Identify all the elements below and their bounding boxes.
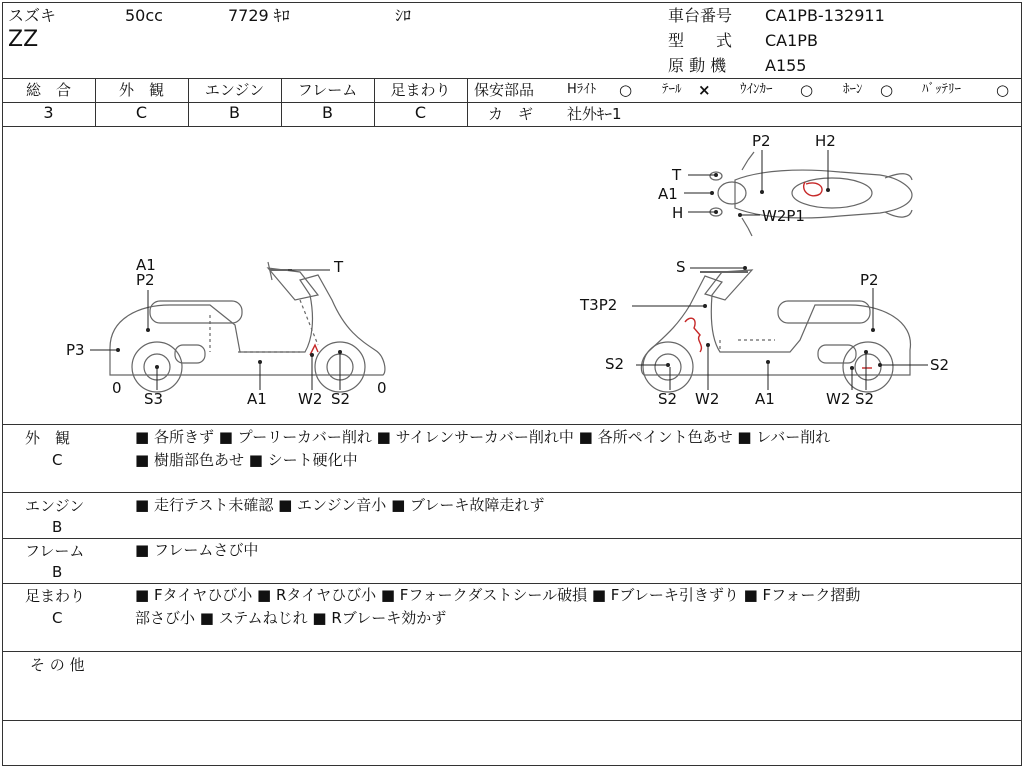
grade-suspension-label: 足まわり — [390, 81, 451, 99]
safety-horn-mark: ○ — [880, 81, 894, 99]
damage-diagram — [0, 127, 1024, 424]
divider — [2, 492, 1021, 493]
label-a1-left: A1 — [136, 256, 156, 274]
maker: スズキ — [8, 6, 57, 25]
note-engine-line: ■ 走行テスト未確認 ■ エンジン音小 ■ ブレーキ故障走れず — [135, 496, 545, 514]
damage-mark — [804, 182, 822, 196]
divider — [2, 720, 1021, 721]
safety-winker-mark: ○ — [800, 81, 814, 99]
safety-horn-label: ﾎｰﾝ — [843, 82, 863, 97]
safety-winker-label: ｳｲﾝｶｰ — [740, 82, 773, 97]
note-frame-grade: B — [52, 563, 63, 581]
safety-battery-mark: ○ — [996, 81, 1010, 99]
label-s2-left: S2 — [331, 390, 351, 408]
label-s2-rear-bottom: S2 — [855, 390, 875, 408]
divider — [2, 78, 1021, 79]
label-p2-right: P2 — [860, 271, 879, 289]
mileage: 7729 ｷﾛ — [228, 6, 290, 25]
label-p2-top: P2 — [752, 132, 771, 150]
note-frame-line: ■ フレームさび中 — [135, 541, 259, 559]
label-t-top: T — [672, 166, 682, 184]
model-name: ZZ — [8, 27, 39, 52]
safety-headlight-mark: ○ — [619, 81, 633, 99]
engine-value: A155 — [765, 56, 807, 75]
note-suspension-category: 足まわり — [25, 587, 86, 605]
note-exterior-line: ■ 各所きず ■ プーリーカバー削れ ■ サイレンサーカバー削れ中 ■ 各所ペイント色あせ ■ レバー削れ — [135, 428, 831, 446]
label-zero-right: 0 — [377, 379, 387, 397]
note-frame-category: フレーム — [25, 542, 85, 560]
key-value: 社外ｷｰ1 — [567, 105, 622, 123]
grade-frame-value: B — [322, 103, 333, 122]
label-h: H — [672, 204, 684, 222]
label-t-left: T — [334, 258, 344, 276]
scooter-top-view — [710, 152, 912, 236]
label-a1-bottom-left: A1 — [247, 390, 267, 408]
label-w2-left: W2 — [298, 390, 323, 408]
safety-tail-label: ﾃｰﾙ — [662, 82, 682, 97]
label-p3: P3 — [66, 341, 85, 359]
grade-engine-value: B — [229, 103, 240, 122]
type-value: CA1PB — [765, 31, 818, 50]
grade-suspension-value: C — [414, 103, 427, 122]
damage-mark — [685, 318, 701, 352]
label-s2-front: S2 — [605, 355, 625, 373]
grade-overall-label: 総 合 — [25, 81, 71, 99]
label-a1-top: A1 — [658, 185, 678, 203]
safety-battery-label: ﾊﾞｯﾃﾘｰ — [922, 82, 961, 97]
grade-engine-label: エンジン — [204, 81, 265, 99]
note-exterior-grade: C — [52, 451, 63, 469]
divider — [2, 651, 1021, 652]
label-t3p2: T3P2 — [580, 296, 618, 314]
label-w2p1: W2P1 — [762, 207, 805, 225]
note-suspension-grade: C — [52, 609, 63, 627]
safety-headlight-label: Hﾗｲﾄ — [567, 82, 597, 97]
label-s2-rear: S2 — [930, 356, 950, 374]
label-p2-left: P2 — [136, 271, 155, 289]
note-engine-category: エンジン — [25, 497, 85, 515]
label-w2-rear: W2 — [826, 390, 851, 408]
grade-exterior-label: 外 観 — [118, 81, 164, 99]
grade-frame-label: フレーム — [297, 81, 358, 99]
type-label: 型 式 — [668, 31, 733, 50]
frame-no-label: 車台番号 — [668, 6, 733, 25]
label-s: S — [676, 258, 686, 276]
label-h2: H2 — [815, 132, 836, 150]
label-a1-right: A1 — [755, 390, 775, 408]
key-label: カ ギ — [488, 105, 534, 123]
divider — [467, 78, 468, 126]
note-suspension-line: ■ Fタイヤひび小 ■ Rタイヤひび小 ■ Fフォークダストシール破損 ■ Fブレーキ引きずり ■ Fフォーク摺動 — [135, 586, 861, 604]
engine-label: 原 動 機 — [668, 56, 727, 75]
grade-exterior-value: C — [135, 103, 148, 122]
note-other-category: そ の 他 — [30, 656, 85, 674]
grade-overall-value: 3 — [43, 103, 54, 122]
label-s2-bottom: S2 — [658, 390, 678, 408]
label-s3: S3 — [144, 390, 164, 408]
label-zero-left: 0 — [112, 379, 122, 397]
frame-no: CA1PB-132911 — [765, 6, 885, 25]
note-engine-grade: B — [52, 518, 63, 536]
label-w2-right: W2 — [695, 390, 720, 408]
note-suspension-line: 部さび小 ■ ステムねじれ ■ Rブレーキ効かず — [135, 609, 447, 627]
divider — [2, 424, 1021, 425]
safety-parts-label: 保安部品 — [474, 81, 535, 99]
color: ｼﾛ — [395, 6, 412, 25]
note-exterior-line: ■ 樹脂部色あせ ■ シート硬化中 — [135, 451, 358, 469]
note-exterior-category: 外 観 — [25, 429, 71, 447]
safety-tail-mark: × — [698, 81, 711, 99]
displacement: 50cc — [125, 6, 163, 25]
